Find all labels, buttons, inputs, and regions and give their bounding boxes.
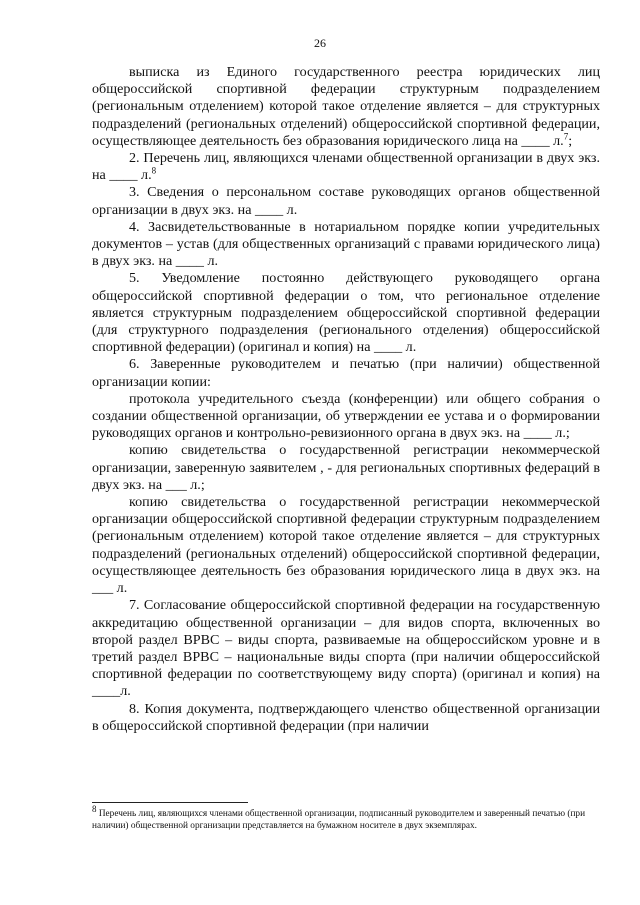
paragraph-item-4: 4. Засвидетельствованные в нотариальном порядке копии учредительных документов – устав (для общественных организаций с правами юридического лица) в двух экз. на ____ л. <box>92 218 600 270</box>
footnote-ref: 7 <box>563 131 569 142</box>
page-number: 26 <box>314 36 326 50</box>
footnote <box>92 803 600 833</box>
paragraph-text: выписка из Единого государственного реестра юридических лиц общероссийской спортивной федерации структурным подразделением (региональным отделением) которой такое отделение является – для структурных подразделений (региональных отделений) общероссийской спортивной федерации, осуществляющее деятельность без образования юридического лица на ____ л. <box>92 64 600 149</box>
footnote-ref: 8 <box>151 165 157 176</box>
paragraph-item-5: 5. Уведомление постоянно действующего руководящего органа общероссийской спортивной федерации о том, что региональное отделение является структурным подразделением общероссийской спортивной федерации (для структурного подразделения (регионального отделения) общероссийской спортивной федерации) (оригинал и копия) на ____ л. <box>92 270 600 356</box>
paragraph-item-2 <box>92 150 600 184</box>
footnote-mark: 8 <box>92 803 97 814</box>
footnote-text: Перечень лиц, являющихся членами общественной организации, подписанный руководителем и заверенный печатью (при наличии) общественной организации представляется на бумажном носителе в двух экземплярах. <box>92 809 586 832</box>
paragraph-item-6: 6. Заверенные руководителем и печатью (при наличии) общественной организации копии: <box>92 356 600 390</box>
document-body <box>92 64 600 735</box>
paragraph-registry-extract: выписка из Единого государственного реестра юридических лиц общероссийской спортивной федерации структурным подразделением (региональным отделением) которой такое отделение является – для структурных подразделений (региональных отделений) общероссийской спортивной федерации, осуществляющее деятельность без образования юридического лица на ____ л.$^7$; <box>92 64 600 149</box>
paragraph-item-8: 8. Копия документа, подтверждающего членство общественной организации в общероссийской спортивной федерации (при наличии <box>92 700 600 734</box>
paragraph-item-7: 7. Согласование общероссийской спортивной федерации на государственную аккредитацию общественной организации – для видов спорта, включенных во второй раздел ВРВС – виды спорта, развиваемые на общероссийском уровне и в третий раздел ВРВС – национальные виды спорта (при наличии общероссийской спортивной федерации по соответствующему виду спорта) (оригинал и копия) на ____л. <box>92 597 600 700</box>
paragraph-protocol: протокола учредительного съезда (конференции) или общего собрания о создании общественной организации, об утверждении ее устава и о формировании руководящих органов и контрольно-ревизионного органа в двух экз. на ____ л.; <box>92 390 600 442</box>
paragraph-certificate-structural: копию свидетельства о государственной регистрации некоммерческой организации общероссийской спортивной федерации структурным подразделением (региональным отделением) которой такое отделение является – для структурных подразделений (региональных отделений) общероссийской спортивной федерации, осуществляющее деятельность без образования юридического лица в двух экз. на ___ л. <box>92 494 600 597</box>
paragraph-certificate-regional: копию свидетельства о государственной регистрации некоммерческой организации, заверенную заявителем , - для региональных спортивных федераций в двух экз. на ___ л.; <box>92 442 600 493</box>
paragraph-text: 2. Перечень лиц, являющихся членами общественной организации в двух экз. на ____ л. <box>92 150 600 184</box>
footnote-divider <box>92 802 248 803</box>
paragraph-item-3: 3. Сведения о персональном составе руководящих органов общественной организации в двух экз. на ____ л. <box>92 184 600 218</box>
